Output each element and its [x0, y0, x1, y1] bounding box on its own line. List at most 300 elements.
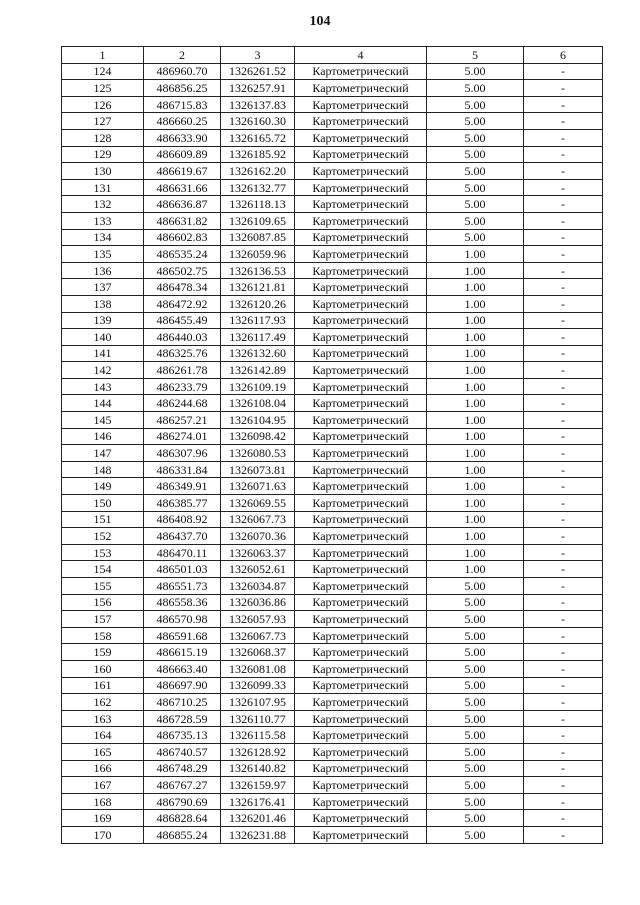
- table-cell: Картометрический: [295, 378, 427, 395]
- table-cell: 141: [62, 345, 144, 362]
- table-cell: -: [524, 760, 603, 777]
- table-cell: Картометрический: [295, 727, 427, 744]
- table-cell: Картометрический: [295, 395, 427, 412]
- table-cell: -: [524, 179, 603, 196]
- table-row: [62, 528, 603, 545]
- table-cell: -: [524, 528, 603, 545]
- table-cell: 132: [62, 196, 144, 213]
- table-cell: 1326067.73: [221, 627, 295, 644]
- table-cell: Картометрический: [295, 80, 427, 97]
- table-cell: 5.00: [427, 760, 524, 777]
- table-row: [62, 329, 603, 346]
- table-cell: -: [524, 677, 603, 694]
- table-cell: Картометрический: [295, 212, 427, 229]
- header-row: [62, 47, 603, 64]
- table-cell: 160: [62, 660, 144, 677]
- table-cell: 134: [62, 229, 144, 246]
- table-cell: 155: [62, 578, 144, 595]
- table-cell: 126: [62, 96, 144, 113]
- table-cell: 486636.87: [144, 196, 221, 213]
- table-cell: 1326107.95: [221, 694, 295, 711]
- table-cell: 151: [62, 511, 144, 528]
- table-cell: Картометрический: [295, 63, 427, 80]
- table-cell: -: [524, 279, 603, 296]
- table-cell: 486331.84: [144, 461, 221, 478]
- table-cell: 486470.11: [144, 544, 221, 561]
- table-cell: 486408.92: [144, 511, 221, 528]
- table-cell: 486570.98: [144, 611, 221, 628]
- table-cell: 1326261.52: [221, 63, 295, 80]
- table-cell: 5.00: [427, 113, 524, 130]
- table-cell: 165: [62, 743, 144, 760]
- table-row: [62, 362, 603, 379]
- table-cell: 128: [62, 129, 144, 146]
- table-cell: 5.00: [427, 810, 524, 827]
- table-cell: 5.00: [427, 129, 524, 146]
- table-cell: -: [524, 511, 603, 528]
- table-cell: Картометрический: [295, 677, 427, 694]
- table-cell: 1326034.87: [221, 578, 295, 595]
- table-cell: Картометрический: [295, 179, 427, 196]
- table-cell: 1326136.53: [221, 262, 295, 279]
- table-cell: 486385.77: [144, 495, 221, 512]
- table-cell: 5.00: [427, 196, 524, 213]
- table-cell: 138: [62, 295, 144, 312]
- table-row: [62, 578, 603, 595]
- coordinates-table: [61, 46, 603, 844]
- table-cell: Картометрический: [295, 544, 427, 561]
- table-cell: 1.00: [427, 528, 524, 545]
- table-cell: 486233.79: [144, 378, 221, 395]
- table-cell: 125: [62, 80, 144, 97]
- table-cell: 486633.90: [144, 129, 221, 146]
- table-cell: 486440.03: [144, 329, 221, 346]
- table-cell: 1326063.37: [221, 544, 295, 561]
- table-cell: -: [524, 312, 603, 329]
- table-row: [62, 295, 603, 312]
- table-row: [62, 677, 603, 694]
- table-cell: 486257.21: [144, 412, 221, 429]
- table-cell: 1326132.60: [221, 345, 295, 362]
- table-row: [62, 511, 603, 528]
- table-cell: 1326036.86: [221, 594, 295, 611]
- table-cell: 1326162.20: [221, 163, 295, 180]
- table-cell: 135: [62, 246, 144, 263]
- table-cell: 5.00: [427, 710, 524, 727]
- table-cell: 147: [62, 445, 144, 462]
- table-cell: -: [524, 412, 603, 429]
- table-cell: -: [524, 378, 603, 395]
- table-row: [62, 279, 603, 296]
- table-cell: -: [524, 743, 603, 760]
- table-cell: 1326070.36: [221, 528, 295, 545]
- table-cell: 149: [62, 478, 144, 495]
- table-cell: 156: [62, 594, 144, 611]
- table-cell: 1.00: [427, 461, 524, 478]
- table-cell: 486615.19: [144, 644, 221, 661]
- table-cell: -: [524, 578, 603, 595]
- table-cell: 486663.40: [144, 660, 221, 677]
- table-cell: Картометрический: [295, 594, 427, 611]
- table-cell: 486660.25: [144, 113, 221, 130]
- table-cell: 486767.27: [144, 777, 221, 794]
- table-cell: 5.00: [427, 826, 524, 843]
- table-row: [62, 129, 603, 146]
- table-cell: 166: [62, 760, 144, 777]
- table-cell: 5.00: [427, 677, 524, 694]
- column-header: 6: [524, 47, 603, 64]
- table-cell: 159: [62, 644, 144, 661]
- table-cell: 5.00: [427, 212, 524, 229]
- table-cell: 486697.90: [144, 677, 221, 694]
- table-cell: 1326099.33: [221, 677, 295, 694]
- table-row: [62, 96, 603, 113]
- table-cell: 137: [62, 279, 144, 296]
- table-row: [62, 461, 603, 478]
- table-cell: -: [524, 80, 603, 97]
- table-row: [62, 727, 603, 744]
- table-row: [62, 246, 603, 263]
- table-cell: 5.00: [427, 644, 524, 661]
- table-cell: 486609.89: [144, 146, 221, 163]
- table-cell: 1.00: [427, 295, 524, 312]
- table-cell: 143: [62, 378, 144, 395]
- table-row: [62, 826, 603, 843]
- table-cell: 1326068.37: [221, 644, 295, 661]
- table-cell: 158: [62, 627, 144, 644]
- table-row: [62, 262, 603, 279]
- table-cell: 152: [62, 528, 144, 545]
- table-cell: 486502.75: [144, 262, 221, 279]
- table-cell: 1.00: [427, 478, 524, 495]
- table-cell: -: [524, 710, 603, 727]
- table-cell: 167: [62, 777, 144, 794]
- table-cell: 1.00: [427, 544, 524, 561]
- table-row: [62, 428, 603, 445]
- table-cell: 486735.13: [144, 727, 221, 744]
- table-cell: 486631.82: [144, 212, 221, 229]
- table-cell: 1326087.85: [221, 229, 295, 246]
- table-cell: -: [524, 395, 603, 412]
- table-cell: -: [524, 63, 603, 80]
- table-cell: 5.00: [427, 743, 524, 760]
- table-cell: 486591.68: [144, 627, 221, 644]
- table-cell: Картометрический: [295, 495, 427, 512]
- table-cell: 486349.91: [144, 478, 221, 495]
- table-row: [62, 80, 603, 97]
- table-cell: 1326128.92: [221, 743, 295, 760]
- table-cell: 1326052.61: [221, 561, 295, 578]
- table-cell: 1326057.93: [221, 611, 295, 628]
- table-cell: 5.00: [427, 611, 524, 628]
- table-cell: 486307.96: [144, 445, 221, 462]
- table-cell: Картометрический: [295, 760, 427, 777]
- table-cell: 1.00: [427, 495, 524, 512]
- table-row: [62, 793, 603, 810]
- table-cell: 486748.29: [144, 760, 221, 777]
- table-cell: -: [524, 246, 603, 263]
- table-cell: 127: [62, 113, 144, 130]
- table-cell: 1.00: [427, 279, 524, 296]
- table-cell: -: [524, 212, 603, 229]
- table-cell: 1326231.88: [221, 826, 295, 843]
- table-row: [62, 627, 603, 644]
- table-cell: -: [524, 461, 603, 478]
- table-cell: Картометрический: [295, 146, 427, 163]
- table-cell: -: [524, 793, 603, 810]
- table-cell: -: [524, 96, 603, 113]
- column-header: 2: [144, 47, 221, 64]
- table-cell: 1326137.83: [221, 96, 295, 113]
- table-cell: -: [524, 826, 603, 843]
- table-cell: 124: [62, 63, 144, 80]
- table-cell: 144: [62, 395, 144, 412]
- table-cell: Картометрический: [295, 229, 427, 246]
- table-row: [62, 478, 603, 495]
- table-cell: 1.00: [427, 561, 524, 578]
- table-cell: 129: [62, 146, 144, 163]
- table-row: [62, 544, 603, 561]
- table-cell: 486710.25: [144, 694, 221, 711]
- table-cell: 486856.25: [144, 80, 221, 97]
- table-row: [62, 611, 603, 628]
- table-cell: 146: [62, 428, 144, 445]
- table-cell: 5.00: [427, 63, 524, 80]
- table-cell: Картометрический: [295, 627, 427, 644]
- table-row: [62, 594, 603, 611]
- table-cell: 162: [62, 694, 144, 711]
- table-cell: 1326160.30: [221, 113, 295, 130]
- table-cell: 5.00: [427, 146, 524, 163]
- table-cell: -: [524, 163, 603, 180]
- table-cell: -: [524, 428, 603, 445]
- table-row: [62, 660, 603, 677]
- table-cell: Картометрический: [295, 511, 427, 528]
- table-cell: Картометрический: [295, 743, 427, 760]
- table-cell: -: [524, 660, 603, 677]
- table-cell: 1326059.96: [221, 246, 295, 263]
- table-cell: 1326132.77: [221, 179, 295, 196]
- table-row: [62, 644, 603, 661]
- table-row: [62, 810, 603, 827]
- table-cell: 1.00: [427, 329, 524, 346]
- table-cell: 1.00: [427, 362, 524, 379]
- table-cell: -: [524, 196, 603, 213]
- table-cell: -: [524, 329, 603, 346]
- table-cell: 169: [62, 810, 144, 827]
- table-cell: 5.00: [427, 727, 524, 744]
- table-cell: 142: [62, 362, 144, 379]
- table-cell: 139: [62, 312, 144, 329]
- table-cell: -: [524, 229, 603, 246]
- table-cell: Картометрический: [295, 262, 427, 279]
- table-cell: 5.00: [427, 660, 524, 677]
- table-cell: 1326140.82: [221, 760, 295, 777]
- table-cell: 486602.83: [144, 229, 221, 246]
- table-cell: 486790.69: [144, 793, 221, 810]
- table-body: [62, 63, 603, 843]
- table-cell: Картометрический: [295, 611, 427, 628]
- table-cell: -: [524, 561, 603, 578]
- table-cell: -: [524, 146, 603, 163]
- table-cell: 1326257.91: [221, 80, 295, 97]
- table-cell: Картометрический: [295, 246, 427, 263]
- table-cell: 163: [62, 710, 144, 727]
- table-cell: Картометрический: [295, 412, 427, 429]
- column-header: 4: [295, 47, 427, 64]
- table-cell: 486244.68: [144, 395, 221, 412]
- table-cell: Картометрический: [295, 561, 427, 578]
- table-cell: 1326098.42: [221, 428, 295, 445]
- table-row: [62, 113, 603, 130]
- table-cell: -: [524, 113, 603, 130]
- table-cell: -: [524, 262, 603, 279]
- table-cell: 1326176.41: [221, 793, 295, 810]
- table-cell: 486740.57: [144, 743, 221, 760]
- table-cell: -: [524, 627, 603, 644]
- table-cell: -: [524, 644, 603, 661]
- table-cell: 164: [62, 727, 144, 744]
- table-row: [62, 312, 603, 329]
- table-cell: 1326109.65: [221, 212, 295, 229]
- table-row: [62, 212, 603, 229]
- table-cell: 130: [62, 163, 144, 180]
- table-cell: 136: [62, 262, 144, 279]
- table-cell: 1326117.93: [221, 312, 295, 329]
- table-cell: 5.00: [427, 229, 524, 246]
- table-cell: 1326081.08: [221, 660, 295, 677]
- table-cell: Картометрический: [295, 445, 427, 462]
- table-cell: 1326201.46: [221, 810, 295, 827]
- table-cell: 486631.66: [144, 179, 221, 196]
- table-row: [62, 229, 603, 246]
- table-cell: -: [524, 295, 603, 312]
- table-cell: 5.00: [427, 793, 524, 810]
- table-cell: 486535.24: [144, 246, 221, 263]
- page-number: 104: [309, 14, 331, 29]
- table-cell: Картометрический: [295, 163, 427, 180]
- table-cell: Картометрический: [295, 528, 427, 545]
- table-cell: 1.00: [427, 445, 524, 462]
- table-cell: Картометрический: [295, 461, 427, 478]
- table-row: [62, 63, 603, 80]
- table-row: [62, 445, 603, 462]
- table-cell: 486455.49: [144, 312, 221, 329]
- table-cell: 1326109.19: [221, 378, 295, 395]
- table-cell: 5.00: [427, 777, 524, 794]
- table-row: [62, 710, 603, 727]
- table-row: [62, 495, 603, 512]
- table-cell: 486855.24: [144, 826, 221, 843]
- table-cell: 1326121.81: [221, 279, 295, 296]
- table-cell: 1326165.72: [221, 129, 295, 146]
- table-cell: 486472.92: [144, 295, 221, 312]
- table-cell: Картометрический: [295, 279, 427, 296]
- table-cell: 145: [62, 412, 144, 429]
- table-cell: -: [524, 611, 603, 628]
- table-cell: Картометрический: [295, 428, 427, 445]
- table-cell: Картометрический: [295, 777, 427, 794]
- table-cell: 1.00: [427, 262, 524, 279]
- table-row: [62, 163, 603, 180]
- table-cell: Картометрический: [295, 644, 427, 661]
- table-cell: Картометрический: [295, 810, 427, 827]
- table-cell: 5.00: [427, 694, 524, 711]
- table-cell: 161: [62, 677, 144, 694]
- table-cell: 1.00: [427, 246, 524, 263]
- table-cell: Картометрический: [295, 129, 427, 146]
- table-cell: 5.00: [427, 80, 524, 97]
- table-cell: Картометрический: [295, 312, 427, 329]
- table-cell: 1.00: [427, 428, 524, 445]
- table-cell: 5.00: [427, 594, 524, 611]
- table-cell: -: [524, 777, 603, 794]
- table-cell: 486478.34: [144, 279, 221, 296]
- table-cell: Картометрический: [295, 113, 427, 130]
- table-cell: 486501.03: [144, 561, 221, 578]
- table-cell: 486728.59: [144, 710, 221, 727]
- table-cell: 154: [62, 561, 144, 578]
- table-cell: 486325.76: [144, 345, 221, 362]
- table-cell: 1326118.13: [221, 196, 295, 213]
- table-cell: 486558.36: [144, 594, 221, 611]
- table-cell: Картометрический: [295, 345, 427, 362]
- table-cell: -: [524, 362, 603, 379]
- table-cell: 1326080.53: [221, 445, 295, 462]
- table-cell: -: [524, 445, 603, 462]
- table-cell: Картометрический: [295, 478, 427, 495]
- table-cell: Картометрический: [295, 329, 427, 346]
- table-cell: 1326067.73: [221, 511, 295, 528]
- column-header: 1: [62, 47, 144, 64]
- table-cell: Картометрический: [295, 694, 427, 711]
- table-cell: -: [524, 544, 603, 561]
- table-cell: 1.00: [427, 312, 524, 329]
- table-row: [62, 777, 603, 794]
- table-row: [62, 395, 603, 412]
- table-cell: 486551.73: [144, 578, 221, 595]
- table-cell: Картометрический: [295, 660, 427, 677]
- table-cell: 1326159.97: [221, 777, 295, 794]
- table-cell: -: [524, 594, 603, 611]
- table-row: [62, 760, 603, 777]
- table-cell: -: [524, 129, 603, 146]
- table-cell: 486274.01: [144, 428, 221, 445]
- table-cell: 131: [62, 179, 144, 196]
- table-cell: 486437.70: [144, 528, 221, 545]
- table-cell: -: [524, 345, 603, 362]
- table-cell: 486960.70: [144, 63, 221, 80]
- table-cell: 157: [62, 611, 144, 628]
- table-cell: 150: [62, 495, 144, 512]
- table-cell: 1.00: [427, 378, 524, 395]
- table-cell: -: [524, 694, 603, 711]
- table-cell: -: [524, 810, 603, 827]
- table-cell: Картометрический: [295, 793, 427, 810]
- table-cell: -: [524, 727, 603, 744]
- table-cell: Картометрический: [295, 826, 427, 843]
- table-cell: 1.00: [427, 345, 524, 362]
- table-row: [62, 694, 603, 711]
- table-row: [62, 345, 603, 362]
- table-cell: 5.00: [427, 96, 524, 113]
- table-cell: 1326117.49: [221, 329, 295, 346]
- table-cell: 1326115.58: [221, 727, 295, 744]
- table-row: [62, 196, 603, 213]
- table-cell: Картометрический: [295, 362, 427, 379]
- table-cell: 486715.83: [144, 96, 221, 113]
- table-cell: 1326073.81: [221, 461, 295, 478]
